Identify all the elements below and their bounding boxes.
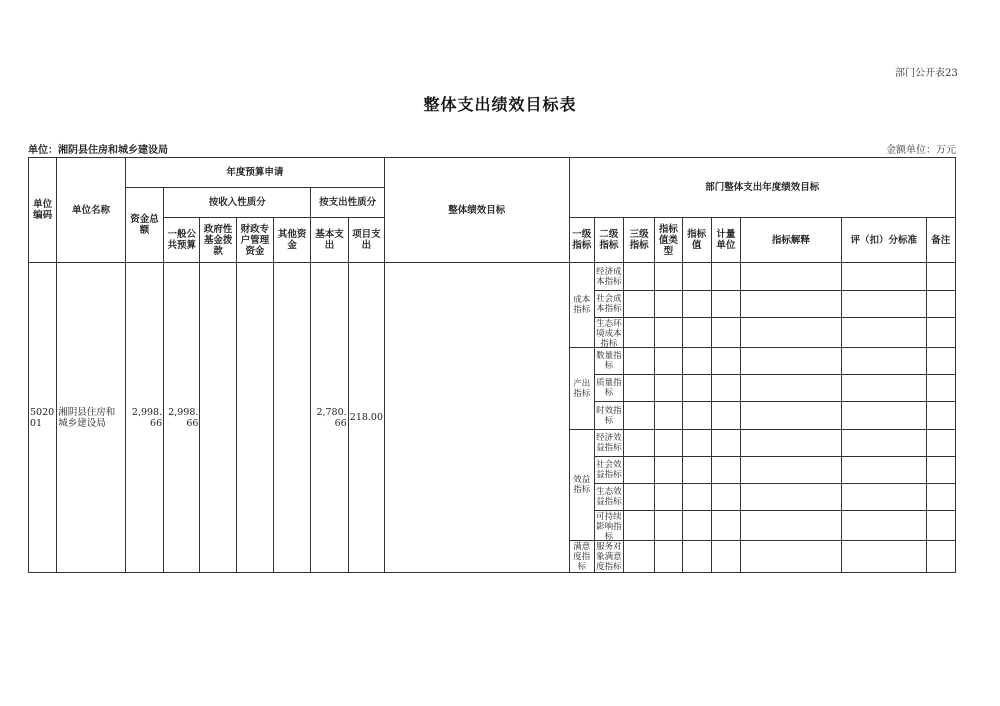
cell-unit — [711, 484, 740, 511]
indicator-eco-cost-text: 生态环境成本指标 — [596, 319, 622, 349]
header-other-funds: 其他资金 — [274, 218, 311, 263]
cell-overall-goal — [385, 263, 570, 573]
cell-score — [841, 457, 926, 484]
cell-value — [682, 348, 711, 375]
cell-l3 — [624, 402, 655, 430]
header-level3: 三级指标 — [624, 218, 655, 263]
header-total-funds: 资金总额 — [125, 188, 163, 263]
cell-type — [655, 457, 682, 484]
cell-explain — [740, 348, 841, 375]
cell-l3 — [624, 541, 655, 573]
cell-unit — [711, 541, 740, 573]
cell-unit — [711, 457, 740, 484]
cell-type — [655, 541, 682, 573]
indicator-eco-cost — [594, 318, 623, 348]
cell-remark — [926, 430, 955, 457]
cell-unit — [711, 291, 740, 318]
cell-other-funds — [274, 263, 311, 573]
cell-type — [655, 348, 682, 375]
indicator-service-satisfaction-text: 服务对象满意度指标 — [596, 542, 622, 572]
page-title: 整体支出绩效目标表 — [423, 95, 577, 114]
cell-unit — [711, 402, 740, 430]
cell-remark — [926, 375, 955, 402]
indicator-satisfaction-text: 满意度指标 — [573, 542, 591, 572]
header-remarks: 备注 — [926, 218, 955, 263]
cell-value — [682, 291, 711, 318]
cell-explain — [740, 430, 841, 457]
cell-type — [655, 318, 682, 348]
cell-score — [841, 541, 926, 573]
header-project-expense: 项目支出 — [348, 218, 384, 263]
indicator-sustain-text: 可持续影响指标 — [596, 512, 622, 542]
header-level2: 二级指标 — [594, 218, 623, 263]
cell-type — [655, 430, 682, 457]
header-by-expense: 按支出性质分 — [311, 188, 385, 218]
indicator-quality: 质量指标 — [594, 375, 623, 402]
header-level1: 一级指标 — [569, 218, 594, 263]
cell-l3 — [624, 457, 655, 484]
cell-unit-code: 502001 — [29, 263, 57, 573]
cell-type — [655, 402, 682, 430]
cell-remark — [926, 402, 955, 430]
cell-score — [841, 402, 926, 430]
cell-l3 — [624, 348, 655, 375]
indicator-cost: 成本指标 — [569, 263, 594, 348]
cell-remark — [926, 484, 955, 511]
header-scoring: 评（扣）分标准 — [841, 218, 926, 263]
header-special-fund: 财政专户管理资金 — [236, 218, 273, 263]
cell-value — [682, 457, 711, 484]
cell-value — [682, 375, 711, 402]
header-overall-goal: 整体绩效目标 — [385, 158, 570, 263]
header-general-budget: 一般公共预算 — [164, 218, 200, 263]
cell-value — [682, 511, 711, 541]
cell-l3 — [624, 318, 655, 348]
cell-explain — [740, 457, 841, 484]
cell-l3 — [624, 511, 655, 541]
cell-value — [682, 263, 711, 291]
cell-unit — [711, 375, 740, 402]
header-unit-code: 单位编码 — [29, 158, 57, 263]
indicator-social-cost: 社会成本指标 — [594, 291, 623, 318]
header-annual-budget: 年度预算申请 — [125, 158, 384, 188]
header-unit-name: 单位名称 — [57, 158, 126, 263]
indicator-service-satisfaction — [594, 541, 623, 573]
indicator-economic-benefit: 经济效益指标 — [594, 430, 623, 457]
performance-table — [28, 157, 956, 573]
indicator-social-benefit: 社会效益指标 — [594, 457, 623, 484]
cell-remark — [926, 318, 955, 348]
cell-l3 — [624, 375, 655, 402]
cell-score — [841, 348, 926, 375]
cell-score — [841, 430, 926, 457]
cell-explain — [740, 511, 841, 541]
cell-explain — [740, 484, 841, 511]
cell-unit — [711, 348, 740, 375]
header-measure-unit: 计量单位 — [711, 218, 740, 263]
cell-l3 — [624, 263, 655, 291]
unit-label: 单位：湘阴县住房和城乡建设局 — [28, 145, 168, 156]
cell-explain — [740, 318, 841, 348]
cell-value — [682, 430, 711, 457]
cell-unit — [711, 430, 740, 457]
indicator-timeliness: 时效指标 — [594, 402, 623, 430]
cell-score — [841, 511, 926, 541]
cell-total-funds: 2,998.66 — [125, 263, 163, 573]
header-dept-goal: 部门整体支出年度绩效目标 — [569, 158, 955, 218]
header-explanation: 指标解释 — [740, 218, 841, 263]
cell-explain — [740, 263, 841, 291]
cell-remark — [926, 541, 955, 573]
cell-score — [841, 375, 926, 402]
header-value: 指标值 — [682, 218, 711, 263]
indicator-economic-cost: 经济成本指标 — [594, 263, 623, 291]
header-value-type: 指标值类型 — [655, 218, 682, 263]
cell-unit — [711, 263, 740, 291]
cell-l3 — [624, 484, 655, 511]
cell-basic-expense: 2,780.66 — [311, 263, 348, 573]
indicator-eco-benefit: 生态效益指标 — [594, 484, 623, 511]
header-basic-expense: 基本支出 — [311, 218, 348, 263]
cell-unit-name: 湘阴县住房和城乡建设局 — [57, 263, 126, 573]
cell-project-expense: 218.00 — [348, 263, 384, 573]
cell-explain — [740, 541, 841, 573]
indicator-satisfaction — [569, 541, 594, 573]
cell-explain — [740, 291, 841, 318]
cell-general-budget: 2,998.66 — [164, 263, 200, 573]
cell-remark — [926, 291, 955, 318]
cell-remark — [926, 457, 955, 484]
indicator-quantity: 数量指标 — [594, 348, 623, 375]
indicator-benefit: 效益指标 — [569, 430, 594, 541]
cell-value — [682, 484, 711, 511]
cell-type — [655, 263, 682, 291]
cell-gov-fund — [200, 263, 236, 573]
money-unit: 金额单位：万元 — [886, 145, 956, 156]
cell-type — [655, 484, 682, 511]
header-gov-fund: 政府性基金拨款 — [200, 218, 236, 263]
cell-score — [841, 263, 926, 291]
cell-value — [682, 318, 711, 348]
cell-type — [655, 291, 682, 318]
cell-score — [841, 318, 926, 348]
cell-l3 — [624, 430, 655, 457]
cell-score — [841, 484, 926, 511]
cell-l3 — [624, 291, 655, 318]
cell-explain — [740, 375, 841, 402]
cell-value — [682, 402, 711, 430]
form-code: 部门公开表23 — [895, 68, 958, 79]
cell-remark — [926, 348, 955, 375]
cell-remark — [926, 263, 955, 291]
cell-explain — [740, 402, 841, 430]
indicator-output: 产出指标 — [569, 348, 594, 430]
cell-score — [841, 291, 926, 318]
cell-unit — [711, 511, 740, 541]
cell-value — [682, 541, 711, 573]
cell-type — [655, 511, 682, 541]
cell-special-fund — [236, 263, 273, 573]
indicator-sustain — [594, 511, 623, 541]
cell-unit — [711, 318, 740, 348]
cell-type — [655, 375, 682, 402]
cell-remark — [926, 511, 955, 541]
header-by-income: 按收入性质分 — [164, 188, 311, 218]
